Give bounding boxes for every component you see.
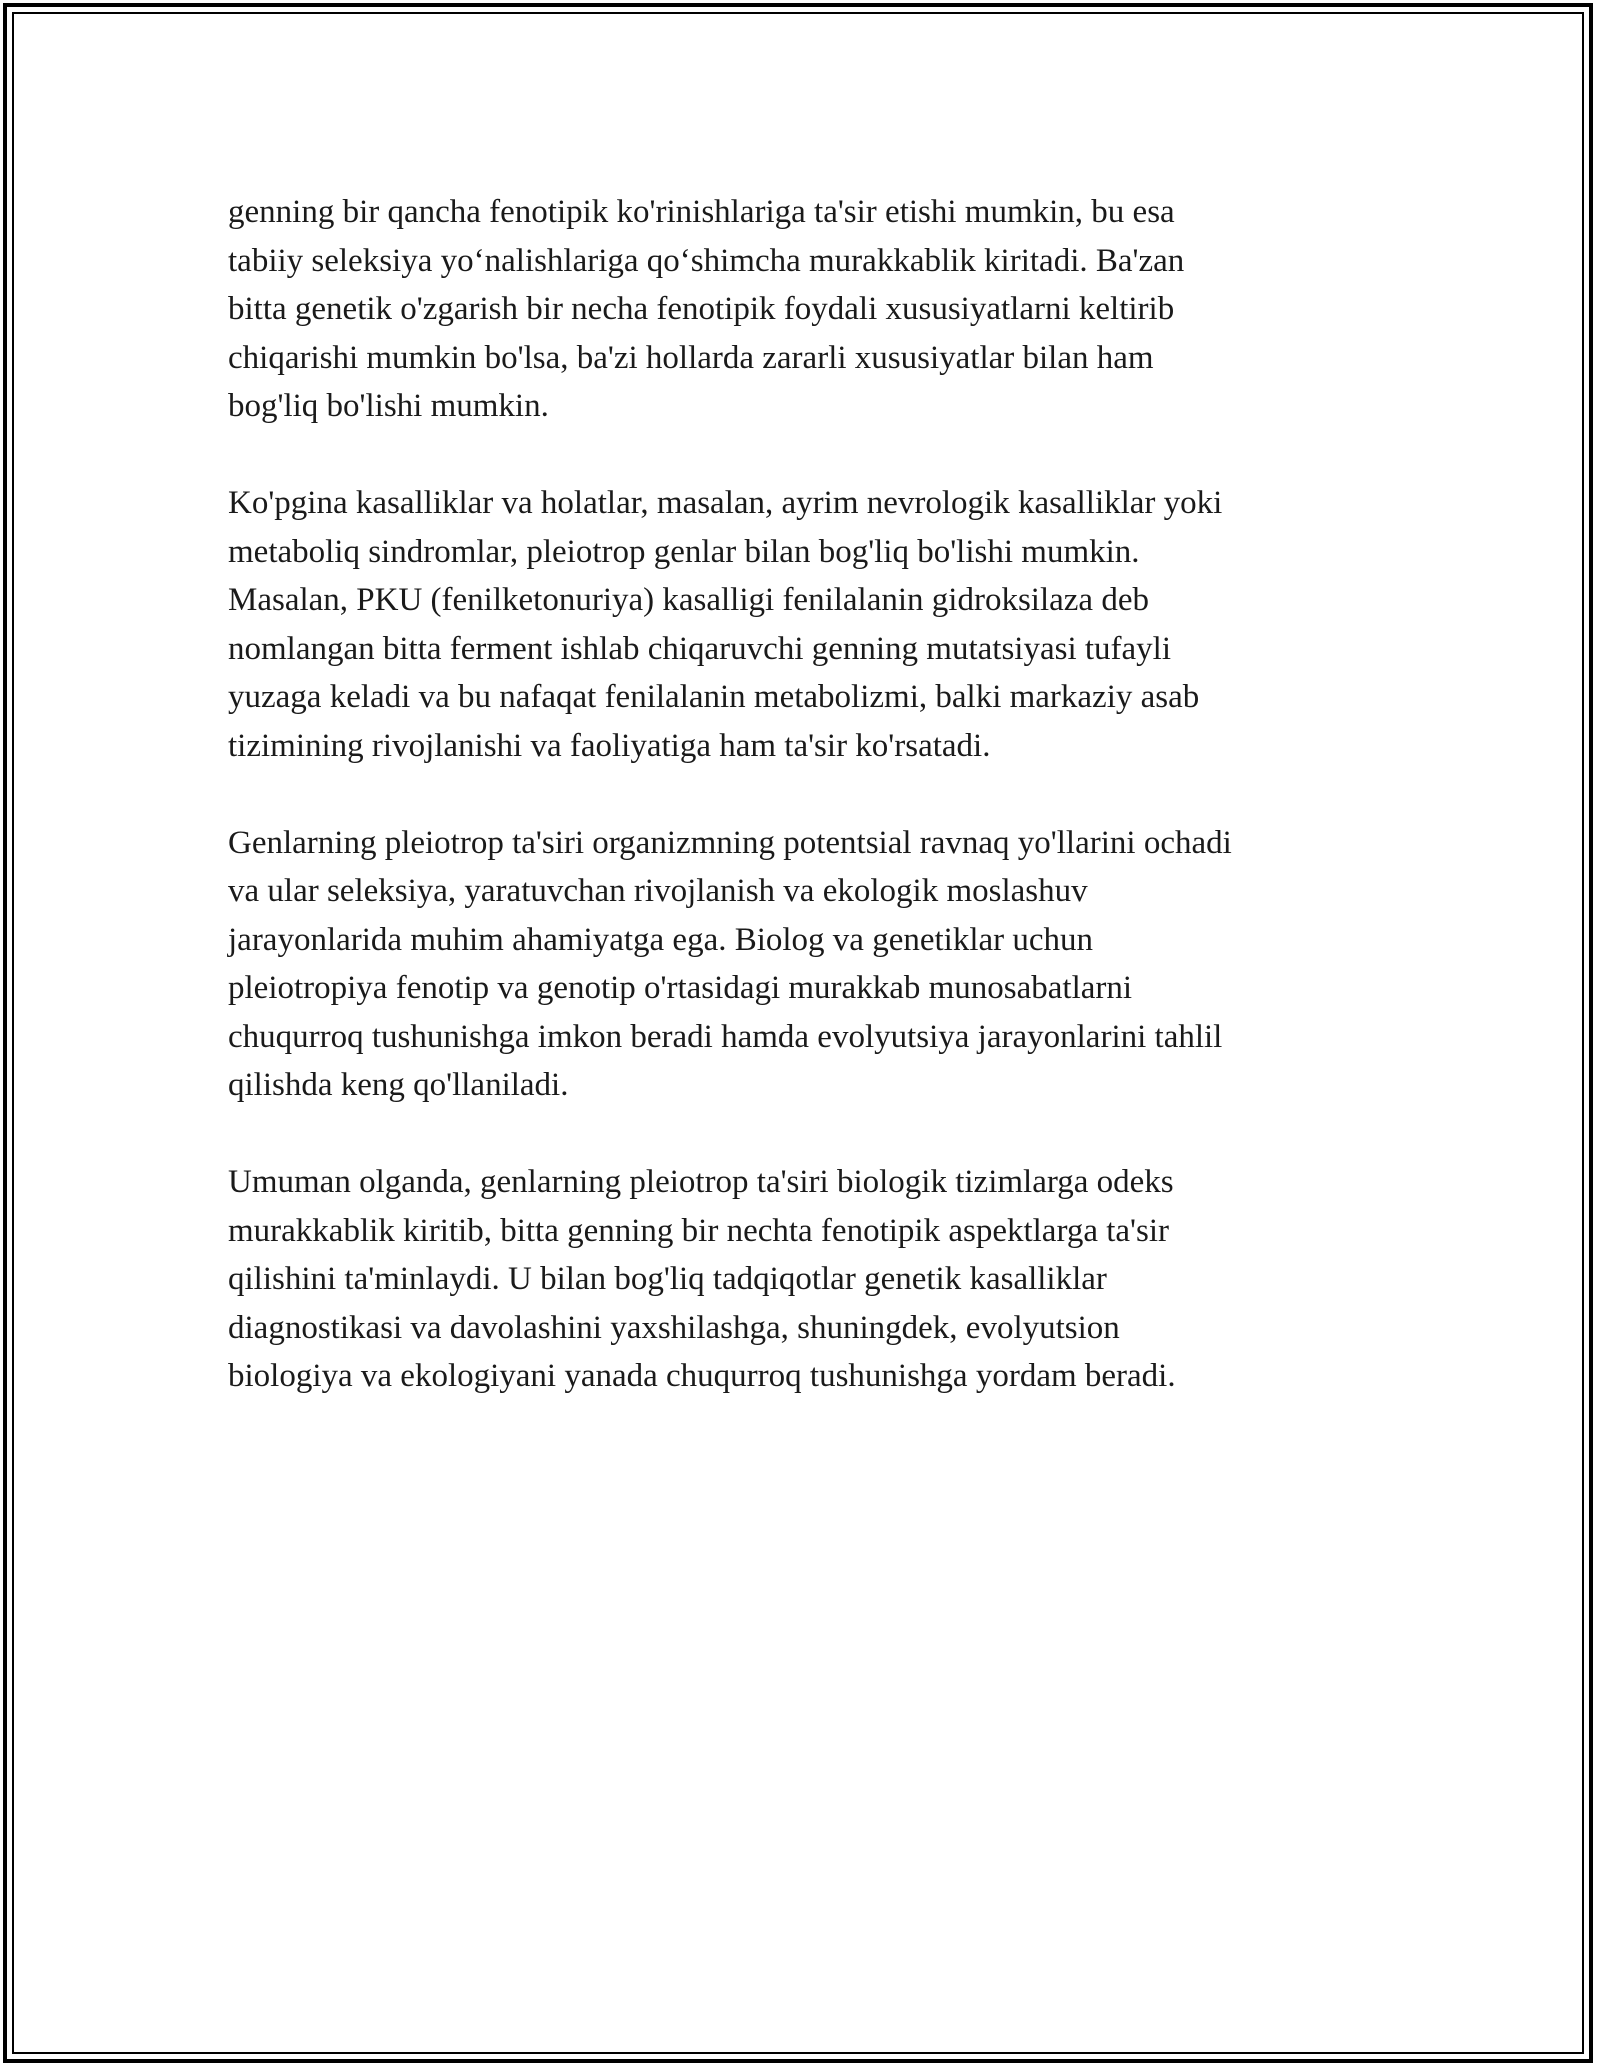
text-line: qilishda keng qo'llaniladi. [228,1067,569,1103]
paragraph-3 [228,819,1368,1110]
document-body [228,188,1368,1449]
text-line: Ko'pgina kasalliklar va holatlar, masalan, ayrim nevrologik kasalliklar yoki [228,485,1223,521]
text-line: pleiotropiya fenotip va genotip o'rtasidagi murakkab munosabatlarni [228,970,1133,1006]
text-line: jarayonlarida muhim ahamiyatga ega. Biolog va genetiklar uchun [228,921,1094,958]
text-line: Umuman olganda, genlarning pleiotrop ta'siri biologik tizimlarga odeks [228,1164,1174,1200]
text-line: Masalan, PKU (fenilketonuriya) kasalligi fenilalanin gidroksilaza deb [228,582,1149,618]
text-line: bog'liq bo'lishi mumkin. [228,388,549,424]
paragraph-2 [228,479,1368,770]
text-line: tizimining rivojlanishi va faoliyatiga ham ta'sir ko'rsatadi. [228,727,991,764]
text-line: chiqarishi mumkin bo'lsa, ba'zi hollarda zararli xususiyatlar bilan ham [228,339,1154,376]
text-line: diagnostikasi va davolashini yaxshilashga, shuningdek, evolyutsion [228,1309,1120,1346]
text-line: biologiya va ekologiyani yanada chuqurroq tushunishga yordam beradi. [228,1358,1176,1394]
paragraph-1 [228,188,1368,431]
text-line: va ular seleksiya, yaratuvchan rivojlanish va ekologik moslashuv [228,873,1088,909]
text-line: nomlangan bitta ferment ishlab chiqaruvchi genning mutatsiyasi tufayli [228,630,1172,667]
text-line: chuqurroq tushunishga imkon beradi hamda evolyutsiya jarayonlarini tahlil [228,1018,1223,1055]
text-line: tabiiy seleksiya yo‘nalishlariga qo‘shimcha murakkablik kiritadi. Ba'zan [228,242,1185,279]
text-line: murakkablik kiritib, bitta genning bir nechta fenotipik aspektlarga ta'sir [228,1212,1169,1249]
text-line: genning bir qancha fenotipik ko'rinishlariga ta'sir etishi mumkin, bu esa [228,194,1175,230]
paragraph-4 [228,1158,1368,1401]
text-line: metaboliq sindromlar, pleiotrop genlar bilan bog'liq bo'lishi mumkin. [228,533,1140,570]
text-line: qilishini ta'minlaydi. U bilan bog'liq tadqiqotlar genetik kasalliklar [228,1261,1107,1297]
text-line: Genlarning pleiotrop ta'siri organizmning potentsial ravnaq yo'llarini ochadi [228,824,1232,861]
text-line: bitta genetik o'zgarish bir necha fenotipik foydali xususiyatlarni keltirib [228,291,1175,327]
text-line: yuzaga keladi va bu nafaqat fenilalanin metabolizmi, balki markaziy asab [228,679,1200,715]
